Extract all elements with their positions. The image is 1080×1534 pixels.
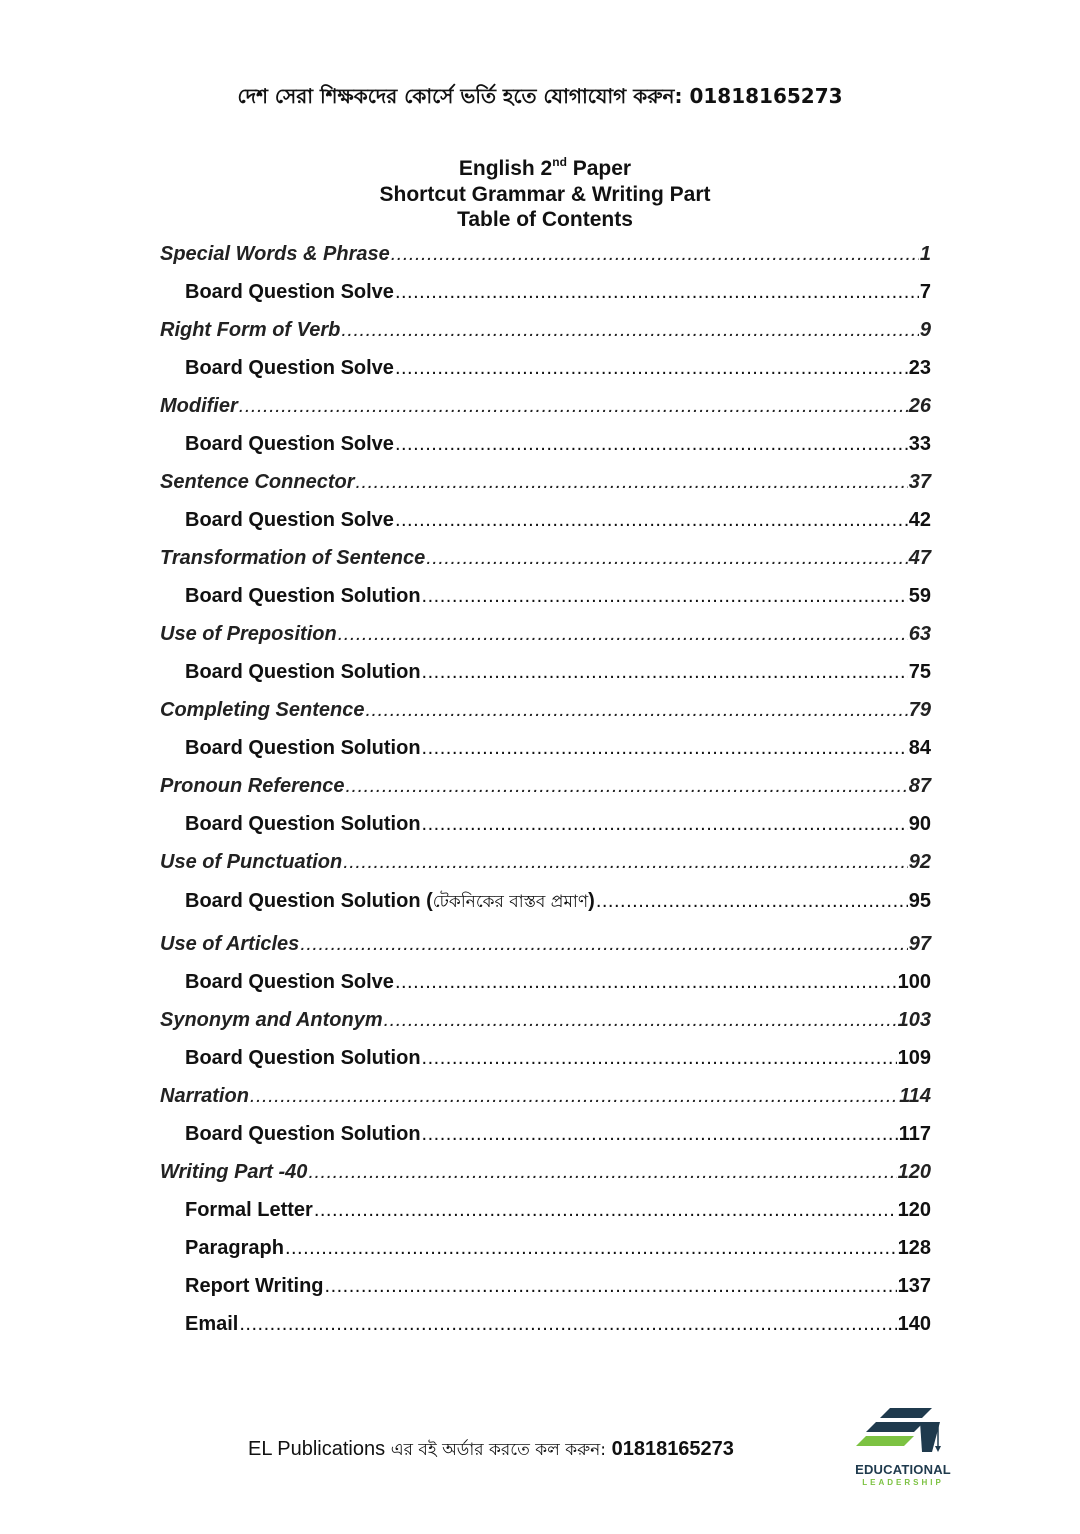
table-of-contents [160,243,931,1351]
toc-dot-leader [422,737,908,760]
toc-dot-leader [365,699,907,722]
toc-dot-leader [596,890,908,913]
toc-entry-label: Narration [160,1085,249,1107]
ordinal-suffix: nd [552,155,567,169]
toc-dot-leader [314,1199,897,1222]
toc-entry-label: Report Writing [185,1275,324,1297]
toc-dot-leader [300,933,907,956]
toc-entry-label: Formal Letter [185,1199,313,1221]
toc-chapter-row [160,395,931,433]
toc-subsection-row [160,1199,931,1237]
logo-word: EDUCATIONAL [855,1462,951,1477]
toc-page-number: 23 [908,357,931,379]
toc-page-number: 92 [908,851,931,873]
toc-page-number: 59 [908,585,931,607]
logo-subword: LEADERSHIP [862,1478,944,1487]
toc-page-number: 84 [908,737,931,759]
toc-dot-leader [345,775,907,798]
toc-dot-leader [422,585,908,608]
toc-subsection-row [160,585,931,623]
toc-entry-label: Board Question Solve [185,357,394,379]
toc-subsection-row [160,1047,931,1085]
toc-dot-leader [395,971,897,994]
toc-dot-leader [395,281,919,304]
toc-page-number: 26 [908,395,931,417]
toc-dot-leader [338,623,908,646]
toc-entry-label: Board Question Solution [185,585,421,607]
toc-entry-label: Board Question Solve [185,509,394,531]
toc-chapter-row [160,243,931,281]
toc-entry-label: Sentence Connector [160,471,355,493]
toc-page-number: 1 [919,243,931,265]
toc-chapter-row [160,1009,931,1047]
toc-subsection-row [160,1275,931,1313]
toc-chapter-row [160,1161,931,1199]
title-block [0,156,1080,233]
toc-entry-label: Special Words & Phrase [160,243,390,265]
toc-entry-label: Modifier [160,395,238,417]
toc-dot-leader [343,851,908,874]
toc-page-number: 100 [897,971,931,993]
toc-chapter-row [160,623,931,661]
toc-entry-label: Board Question Solution [185,1047,421,1069]
toc-entry-label: Board Question Solution [185,1123,421,1145]
toc-chapter-row [160,547,931,585]
toc-entry-label: Use of Punctuation [160,851,343,873]
toc-subsection-row [160,889,931,933]
toc-dot-leader [341,319,919,342]
toc-entry-label: Completing Sentence [160,699,365,721]
title-line-3: Table of Contents [457,208,633,231]
toc-entry-label: Board Question Solution (টেকনিকের বাস্তব প্রমাণ) [185,890,595,912]
toc-entry-label: Paragraph [185,1237,284,1259]
toc-entry-label: Pronoun Reference [160,775,345,797]
toc-page-number: 42 [908,509,931,531]
toc-subsection-row [160,509,931,547]
toc-entry-label: Board Question Solve [185,281,394,303]
toc-chapter-row [160,1085,931,1123]
toc-page-number: 120 [897,1161,931,1183]
toc-page-number: 75 [908,661,931,683]
toc-entry-label: Right Form of Verb [160,319,341,341]
title-line-2: Shortcut Grammar & Writing Part [379,182,711,206]
toc-dot-leader [395,357,908,380]
logo-bar-mid [866,1422,924,1432]
logo-tassel-tip [935,1446,941,1452]
toc-dot-leader [422,813,908,836]
toc-entry-label: Synonym and Antonym [160,1009,383,1031]
toc-page-number: 95 [908,890,931,912]
toc-chapter-row [160,699,931,737]
toc-entry-label: Board Question Solution [185,813,421,835]
toc-dot-leader [391,243,919,266]
toc-subsection-row [160,281,931,319]
toc-dot-leader [395,509,908,532]
toc-subsection-row [160,971,931,1009]
toc-page-number: 7 [919,281,931,303]
toc-chapter-row [160,319,931,357]
logo-bar-top [880,1408,932,1418]
logo-bar-low [856,1436,914,1446]
toc-page-number: 103 [897,1009,931,1031]
toc-dot-leader [239,395,908,418]
toc-page-number: 87 [908,775,931,797]
toc-subsection-row [160,1313,931,1351]
title-line-1: English 2nd Paper [458,155,632,180]
toc-dot-leader [422,661,908,684]
toc-page-number: 90 [908,813,931,835]
toc-page-number: 47 [908,547,931,569]
toc-entry-label: Board Question Solve [185,433,394,455]
toc-chapter-row [160,851,931,889]
toc-entry-label: Writing Part -40 [160,1161,308,1183]
toc-entry-label: Board Question Solution [185,737,421,759]
toc-entry-label: Transformation of Sentence [160,547,426,569]
toc-page-number: 109 [897,1047,931,1069]
toc-page-number: 9 [919,319,931,341]
toc-subsection-row [160,1237,931,1275]
toc-chapter-row [160,775,931,813]
toc-subsection-row [160,813,931,851]
toc-dot-leader [308,1161,896,1184]
toc-page-number: 37 [908,471,931,493]
toc-page-number: 120 [897,1199,931,1221]
toc-dot-leader [395,433,908,456]
toc-dot-leader [355,471,907,494]
footer-order-line: EL Publications এর বই অর্ডার করতে কল করুন: 01818165273 [248,1438,734,1460]
toc-dot-leader [422,1047,897,1070]
toc-subsection-row [160,661,931,699]
toc-chapter-row [160,471,931,509]
toc-entry-label: Board Question Solution [185,661,421,683]
toc-page-number: 128 [897,1237,931,1259]
toc-dot-leader [384,1009,897,1032]
toc-dot-leader [285,1237,897,1260]
header-contact-line: দেশ সেরা শিক্ষকদের কোর্সে ভর্তি হতে যোগাযোগ করুন: 01818165273 [237,84,843,108]
toc-dot-leader [239,1313,896,1336]
toc-subsection-row [160,357,931,395]
toc-subsection-row [160,1123,931,1161]
toc-dot-leader [325,1275,897,1298]
toc-dot-leader [250,1085,898,1108]
toc-chapter-row [160,933,931,971]
toc-page-number: 79 [908,699,931,721]
toc-page-number: 117 [898,1123,931,1145]
toc-entry-label: Email [185,1313,239,1335]
toc-dot-leader [426,547,908,570]
toc-entry-label: Use of Preposition [160,623,337,645]
footer-phone: 01818165273 [606,1438,734,1460]
toc-page-number: 97 [908,933,931,955]
toc-page-number: 63 [908,623,931,645]
toc-page-number: 137 [897,1275,931,1297]
toc-entry-label: Board Question Solve [185,971,394,993]
toc-subsection-row [160,433,931,471]
toc-entry-label: Use of Articles [160,933,300,955]
toc-dot-leader [422,1123,898,1146]
toc-page-number: 140 [897,1313,931,1335]
toc-subsection-row [160,737,931,775]
toc-page-number: 33 [908,433,931,455]
toc-page-number: 114 [899,1085,931,1107]
